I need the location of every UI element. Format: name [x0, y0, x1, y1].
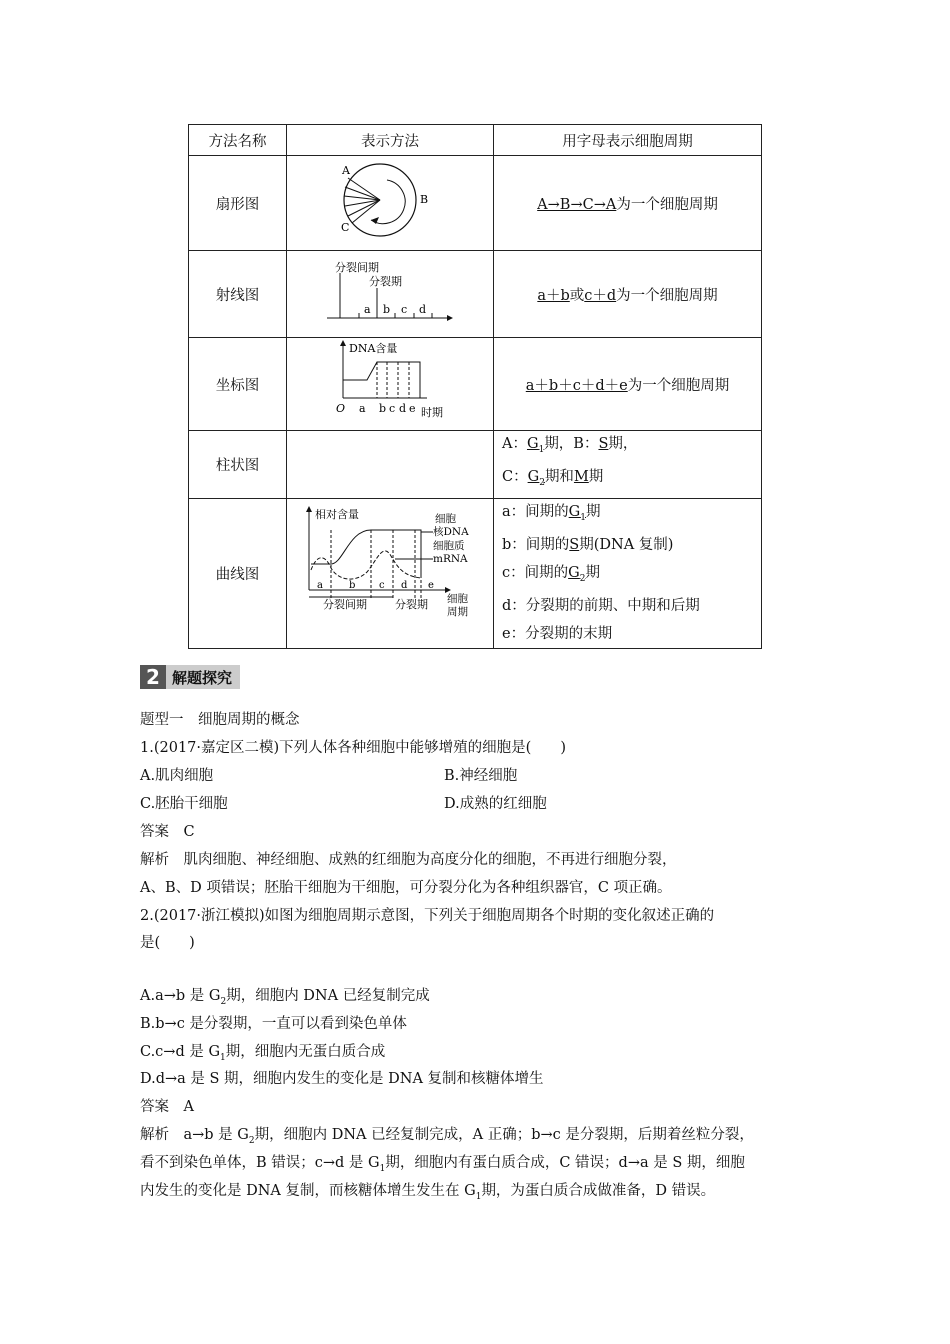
method-name: 曲线图 [189, 498, 287, 648]
fan-label-a: A [342, 164, 350, 177]
bar-desc-line [502, 464, 761, 497]
text: b：间期的 [502, 537, 570, 554]
ray-tick-a: a [364, 303, 371, 316]
fan-label-b: B [420, 193, 429, 206]
ray-description [494, 251, 762, 338]
header-representation: 表示方法 [287, 125, 494, 156]
curve-desc-line [502, 560, 761, 593]
text: 期，B： [544, 436, 599, 452]
text: 期，细胞内有蛋白质合成，C 错误；d→a 是 S 期，细胞 [385, 1155, 745, 1171]
curve-xlabel-2: 周期 [447, 605, 468, 618]
method-name: 射线图 [189, 251, 287, 338]
header-letter-notation: 用字母表示细胞周期 [494, 125, 762, 156]
fan-description [494, 156, 762, 251]
curve-dna-label-2: 核DNA [433, 525, 469, 538]
subscript: 1 [580, 512, 586, 523]
subscript: 1 [538, 444, 545, 455]
text: G [526, 436, 539, 452]
text: 期，细胞内 DNA 已经复制完成 [226, 988, 430, 1004]
coordinate-diagram [287, 338, 493, 426]
phase-u: S [569, 537, 580, 554]
q1-analysis-line2: A、B、D 项错误；胚胎干细胞为干细胞，可分裂分化为各种组织器官，C 项正确。 [140, 880, 672, 896]
q2-option-c [140, 1040, 385, 1063]
ray-label-mitosis: 分裂期 [369, 275, 402, 288]
curve-tick-b: b [349, 579, 356, 591]
q2-option-a [140, 984, 430, 1007]
coord-origin: O [336, 402, 346, 415]
curve-ylabel: 相对含量 [315, 507, 359, 521]
phase-u [568, 503, 586, 523]
q2-option-b: B.b→c 是分裂期，一直可以看到染色单体 [140, 1016, 407, 1032]
section-heading [140, 665, 240, 689]
curve-desc-line [502, 532, 761, 560]
ray-diagram [287, 251, 493, 333]
q1-analysis-line1: 解析 肌肉细胞、神经细胞、成熟的红细胞为高度分化的细胞，不再进行细胞分裂， [140, 852, 677, 868]
q2-analysis-line1 [140, 1123, 754, 1146]
coordinate-diagram-cell [287, 338, 494, 431]
q1-answer: 答案 C [140, 824, 195, 840]
coord-tick-a: a [359, 402, 366, 415]
methods-table [188, 124, 762, 649]
text: G [568, 503, 581, 520]
subscript: 1 [220, 1052, 226, 1063]
text: A： [502, 436, 527, 452]
fan-diagram [287, 156, 493, 246]
text: 期 [588, 469, 604, 486]
curve-tick-c: c [379, 579, 385, 591]
table-row [189, 431, 762, 499]
q2-option-d: D.d→a 是 S 期，细胞内发生的变化是 DNA 复制和核糖体增生 [140, 1071, 544, 1087]
q2-analysis-line2 [140, 1151, 745, 1174]
ray-tick-b: b [383, 303, 391, 316]
q2-analysis-line3 [140, 1179, 715, 1202]
q2-stem-line2: 是( ) [140, 935, 195, 951]
table-row [189, 251, 762, 338]
text: 期和 [544, 469, 574, 486]
curve-mrna-label-1: 细胞质 [433, 539, 465, 552]
curve-description [494, 498, 762, 648]
phase-u [526, 436, 545, 455]
ray-desc-mid: 或 [569, 287, 585, 304]
phase-u [568, 564, 586, 584]
phase-u: S [598, 436, 609, 452]
fan-label-c: C [341, 221, 350, 234]
subscript: 1 [379, 1163, 386, 1174]
subscript: 2 [220, 996, 227, 1007]
coord-desc-notation: a＋b＋c＋d＋e [525, 377, 628, 394]
subscript: 2 [539, 478, 545, 489]
ray-label-interphase: 分裂间期 [335, 261, 379, 274]
subscript: 2 [579, 573, 586, 584]
header-method-name: 方法名称 [189, 125, 287, 156]
question-type-title: 题型一 细胞周期的概念 [140, 712, 300, 728]
text: 期 [585, 503, 601, 520]
subscript: 1 [475, 1191, 482, 1202]
text: 期，细胞内无蛋白质合成 [225, 1044, 386, 1060]
method-name: 坐标图 [189, 338, 287, 431]
table-header-row [189, 125, 762, 156]
table-row [189, 338, 762, 431]
text: 期 [585, 564, 600, 581]
text: C： [502, 469, 528, 486]
ray-desc-rest: 为一个细胞周期 [616, 287, 718, 304]
curve-xlabel-1: 细胞 [447, 592, 468, 605]
curve-tick-a: a [317, 579, 323, 591]
fan-desc-notation: A→B→C→A [537, 196, 617, 213]
coord-desc-rest: 为一个细胞周期 [627, 377, 730, 394]
bar-diagram-cell [287, 431, 494, 499]
curve-desc-line [502, 499, 761, 532]
table-row [189, 498, 762, 648]
text: G [568, 564, 580, 581]
curve-dna-label-1: 细胞 [435, 512, 456, 525]
text: 解析 a→b 是 G [140, 1127, 249, 1143]
q2-answer: 答案 A [140, 1099, 194, 1115]
section-number: 2 [140, 665, 166, 689]
curve-tick-e: e [428, 579, 434, 591]
phase-u: M [573, 469, 589, 486]
curve-tick-d: d [401, 579, 408, 591]
table-row [189, 156, 762, 251]
text: 内发生的变化是 DNA 复制，而核糖体增生发生在 G [140, 1183, 476, 1199]
method-name: 扇形图 [189, 156, 287, 251]
subscript: 2 [248, 1135, 255, 1146]
ray-desc-u1: a＋b [537, 287, 570, 304]
text: 期， [608, 436, 638, 452]
text: 期(DNA 复制) [579, 537, 674, 554]
section-title: 解题探究 [166, 665, 240, 689]
ray-diagram-cell [287, 251, 494, 338]
coord-tick-c: c [389, 402, 396, 415]
phase-u [527, 469, 545, 489]
text: a：间期的 [502, 503, 569, 520]
ray-tick-c: c [401, 303, 408, 316]
q1-option-b: B.神经细胞 [444, 768, 518, 784]
q1-option-c: C.胚胎干细胞 [140, 796, 228, 812]
curve-label-interphase: 分裂间期 [323, 597, 367, 611]
coord-tick-d: d [399, 402, 407, 415]
q2-stem-line1: 2.(2017·浙江模拟)如图为细胞周期示意图，下列关于细胞周期各个时期的变化叙述正确的 [140, 908, 715, 924]
q1-stem: 1.(2017·嘉定区二模)下列人体各种细胞中能够增殖的细胞是( ) [140, 740, 566, 756]
coord-ylabel: DNA含量 [349, 342, 398, 355]
curve-label-mitosis: 分裂期 [395, 597, 428, 611]
curve-diagram-cell [287, 498, 494, 648]
curve-desc-line: e：分裂期的末期 [502, 625, 613, 642]
curve-diagram [287, 502, 493, 641]
bar-description [494, 431, 762, 499]
coord-xlabel: 时期 [421, 406, 443, 419]
text: 看不到染色单体，B 错误；c→d 是 G [140, 1155, 380, 1171]
coordinate-description [494, 338, 762, 431]
text: 期，细胞内 DNA 已经复制完成，A 正确；b→c 是分裂期，后期着丝粒分裂， [254, 1127, 754, 1143]
text: G [527, 469, 540, 486]
text: C.c→d 是 G [140, 1044, 221, 1060]
fan-desc-rest: 为一个细胞周期 [616, 196, 718, 213]
fan-diagram-cell [287, 156, 494, 251]
q1-option-d: D.成熟的红细胞 [444, 796, 547, 812]
coord-tick-e: e [409, 402, 416, 415]
ray-desc-u2: c＋d [584, 287, 617, 304]
curve-mrna-label-2: mRNA [433, 552, 468, 565]
method-name: 柱状图 [189, 431, 287, 499]
text: 期，为蛋白质合成做准备，D 错误。 [481, 1183, 716, 1199]
coord-tick-b: b [379, 402, 387, 415]
text: A.a→b 是 G [140, 988, 221, 1004]
curve-desc-line: d：分裂期的前期、中期和后期 [502, 598, 700, 615]
ray-tick-d: d [419, 303, 427, 316]
bar-desc-line [502, 431, 761, 464]
text: c：间期的 [502, 564, 569, 581]
q1-option-a: A.肌肉细胞 [140, 768, 214, 784]
